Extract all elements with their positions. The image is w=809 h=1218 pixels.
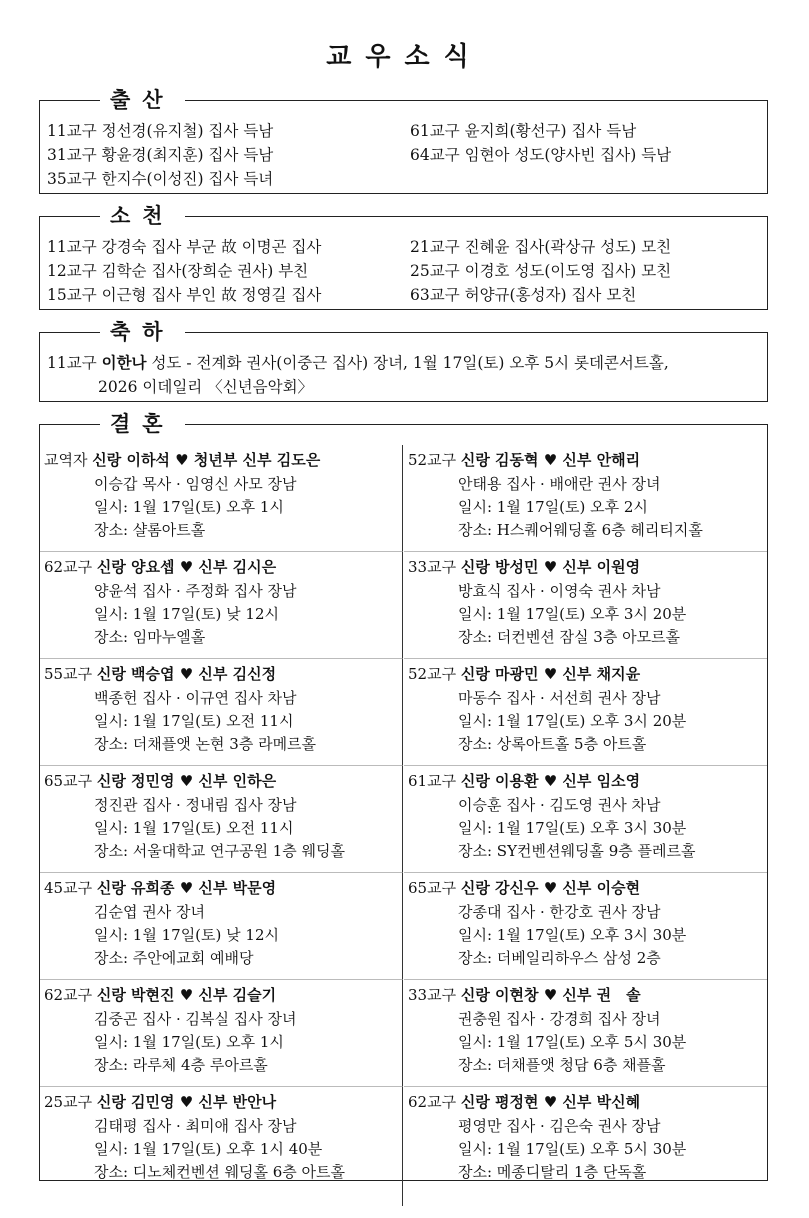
birth-item: 64교구 임현아 성도(양사빈 집사) 득남 [410,146,672,164]
birth-section [39,87,768,194]
birth-item: 35교구 한지수(이성진) 집사 득녀 [47,170,274,188]
wedding-time: 일시: 1월 17일(토) 낮 12시 [94,605,279,623]
wedding-couple-line [408,770,640,793]
wedding-district: 55교구 [44,665,97,683]
wedding-place: 장소: 더베일리하우스 삼성 2층 [458,949,661,967]
wedding-entry [40,766,403,873]
wedding-parents: 김태평 집사 · 최미애 집사 장남 [94,1117,297,1135]
wedding-place: 장소: 더컨벤션 잠실 3층 아모르홀 [458,628,681,646]
wedding-time: 일시: 1월 17일(토) 오후 2시 [458,498,648,516]
wedding-couple: 신랑 이용환 ♥ 신부 임소영 [460,772,641,790]
wedding-time: 일시: 1월 17일(토) 오후 5시 30분 [458,1033,687,1051]
wedding-couple: 신랑 박현진 ♥ 신부 김슬기 [96,986,277,1004]
wedding-time: 일시: 1월 17일(토) 오후 3시 20분 [458,605,687,623]
wedding-section-title: 결혼 [100,410,185,438]
wedding-parents: 권충원 집사 · 강경희 집사 장녀 [458,1010,661,1028]
wedding-time: 일시: 1월 17일(토) 오후 5시 30분 [458,1140,687,1158]
wedding-couple-line [44,556,276,579]
wedding-time: 일시: 1월 17일(토) 낮 12시 [94,926,279,944]
wedding-time: 일시: 1월 17일(토) 오후 3시 20분 [458,712,687,730]
wedding-couple-line [408,663,640,686]
wedding-entry [40,659,403,766]
wedding-entry [40,445,403,552]
wedding-parents: 김중곤 집사 · 김복실 집사 장녀 [94,1010,297,1028]
wedding-place: 장소: 주안에교회 예배당 [94,949,254,967]
wedding-entry [404,659,767,766]
congrats-detail: 성도 - 전계화 권사(이중근 집사) 장녀, 1월 17일(토) 오후 5시 롯데콘서트홀, [146,354,669,372]
wedding-parents: 마동수 집사 · 서선희 권사 장남 [458,689,661,707]
wedding-district: 52교구 [408,451,461,469]
wedding-couple: 신랑 평정현 ♥ 신부 박신혜 [460,1093,641,1111]
wedding-district: 65교구 [44,772,97,790]
wedding-couple-line [408,449,640,472]
wedding-place: 장소: 라루체 4층 루아르홀 [94,1056,268,1074]
wedding-couple-line [408,1091,640,1114]
wedding-district: 45교구 [44,879,97,897]
wedding-time: 일시: 1월 17일(토) 오후 3시 30분 [458,819,687,837]
wedding-time: 일시: 1월 17일(토) 오전 11시 [94,712,294,730]
wedding-district: 33교구 [408,986,461,1004]
wedding-place: 장소: 더채플앳 청담 6층 채플홀 [458,1056,666,1074]
death-section-title: 소천 [100,202,185,230]
wedding-district: 52교구 [408,665,461,683]
death-item: 63교구 허양규(홍성자) 집사 모친 [410,286,637,304]
wedding-couple-line [44,449,320,472]
wedding-district: 65교구 [408,879,461,897]
wedding-district: 교역자 [44,451,93,469]
wedding-time: 일시: 1월 17일(토) 오후 3시 30분 [458,926,687,944]
wedding-couple-line [408,877,640,900]
wedding-place: 장소: 더채플앳 논현 3층 라메르홀 [94,735,317,753]
wedding-place: 장소: H스퀘어웨딩홀 6층 헤리티지홀 [458,521,703,539]
wedding-couple: 신랑 이하석 ♥ 청년부 신부 김도은 [92,451,321,469]
wedding-entry [404,766,767,873]
wedding-couple: 신랑 유희종 ♥ 신부 박문영 [96,879,277,897]
wedding-couple: 신랑 김동혁 ♥ 신부 안해리 [460,451,641,469]
death-item: 15교구 이근형 집사 부인 故 정영길 집사 [47,286,322,304]
wedding-entry [40,1087,403,1206]
wedding-couple-line [44,984,276,1007]
page-title: 교우소식 [326,42,483,72]
wedding-parents: 정진관 집사 · 정내림 집사 장남 [94,796,297,814]
wedding-entry [404,1087,767,1206]
wedding-district: 62교구 [408,1093,461,1111]
wedding-couple-line [44,770,276,793]
wedding-place: 장소: 샬롬아트홀 [94,521,206,539]
congrats-name: 이한나 [101,353,147,372]
wedding-time: 일시: 1월 17일(토) 오후 1시 40분 [94,1140,323,1158]
wedding-place: 장소: 임마누엘홀 [94,628,206,646]
wedding-section [39,411,768,1181]
wedding-entry [40,980,403,1087]
wedding-district: 61교구 [408,772,461,790]
wedding-place: 장소: 메종디탈리 1층 단독홀 [458,1163,647,1181]
wedding-entry [404,445,767,552]
wedding-couple: 신랑 마광민 ♥ 신부 채지윤 [460,665,641,683]
wedding-place: 장소: SY컨벤션웨딩홀 9층 플레르홀 [458,842,696,860]
wedding-couple: 신랑 이현창 ♥ 신부 권 솔 [460,986,641,1004]
wedding-district: 25교구 [44,1093,97,1111]
wedding-place: 장소: 서울대학교 연구공원 1층 웨딩홀 [94,842,346,860]
wedding-couple: 신랑 방성민 ♥ 신부 이원영 [460,558,641,576]
wedding-couple: 신랑 강신우 ♥ 신부 이승현 [460,879,641,897]
wedding-couple: 신랑 양요셉 ♥ 신부 김시은 [96,558,277,576]
wedding-entry [404,980,767,1087]
wedding-parents: 이승갑 목사 · 임영신 사모 장남 [94,475,297,493]
birth-section-title: 출산 [100,86,185,114]
birth-item: 61교구 윤지희(황선구) 집사 득남 [410,122,637,140]
wedding-parents: 양윤석 집사 · 주정화 집사 장남 [94,582,297,600]
wedding-couple-line [408,556,640,579]
death-item: 12교구 김학순 집사(장희순 권사) 부친 [47,262,309,280]
wedding-parents: 안태용 집사 · 배애란 권사 장녀 [458,475,661,493]
wedding-time: 일시: 1월 17일(토) 오후 1시 [94,498,284,516]
wedding-district: 62교구 [44,986,97,1004]
birth-item: 11교구 정선경(유지철) 집사 득남 [47,122,274,140]
wedding-district: 62교구 [44,558,97,576]
wedding-parents: 김순엽 권사 장녀 [94,903,205,921]
wedding-couple: 신랑 정민영 ♥ 신부 인하은 [96,772,277,790]
wedding-couple: 신랑 백승엽 ♥ 신부 김신정 [96,665,277,683]
wedding-couple-line [44,663,276,686]
wedding-time: 일시: 1월 17일(토) 오후 1시 [94,1033,284,1051]
wedding-time: 일시: 1월 17일(토) 오전 11시 [94,819,294,837]
wedding-entry [40,552,403,659]
wedding-couple-line [44,1091,276,1114]
congrats-prefix: 11교구 [47,354,102,372]
wedding-parents: 백종헌 집사 · 이규연 집사 차남 [94,689,297,707]
wedding-entry [404,873,767,980]
wedding-parents: 방효식 집사 · 이영숙 권사 차남 [458,582,661,600]
wedding-place: 장소: 디노체컨벤션 웨딩홀 6층 아트홀 [94,1163,346,1181]
wedding-entry [404,552,767,659]
death-item: 21교구 진혜윤 집사(곽상규 성도) 모친 [410,238,672,256]
congrats-section [39,319,768,402]
death-item: 11교구 강경숙 집사 부군 故 이명곤 집사 [47,238,322,256]
wedding-couple: 신랑 김민영 ♥ 신부 반안나 [96,1093,277,1111]
death-section [39,203,768,310]
wedding-entry [40,873,403,980]
wedding-parents: 평영만 집사 · 김은숙 권사 장남 [458,1117,661,1135]
wedding-parents: 이승훈 집사 · 김도영 권사 차남 [458,796,661,814]
congrats-line-2: 2026 이데일리 〈신년음악회〉 [98,378,314,396]
death-item: 25교구 이경호 성도(이도영 집사) 모친 [410,262,672,280]
wedding-parents: 강종대 집사 · 한강호 권사 장남 [458,903,661,921]
congrats-section-title: 축하 [100,318,185,346]
birth-item: 31교구 황윤경(최지훈) 집사 득남 [47,146,274,164]
congrats-line-1 [47,351,669,375]
wedding-place: 장소: 상록아트홀 5층 아트홀 [458,735,647,753]
wedding-couple-line [44,877,276,900]
wedding-district: 33교구 [408,558,461,576]
wedding-couple-line [408,984,641,1007]
